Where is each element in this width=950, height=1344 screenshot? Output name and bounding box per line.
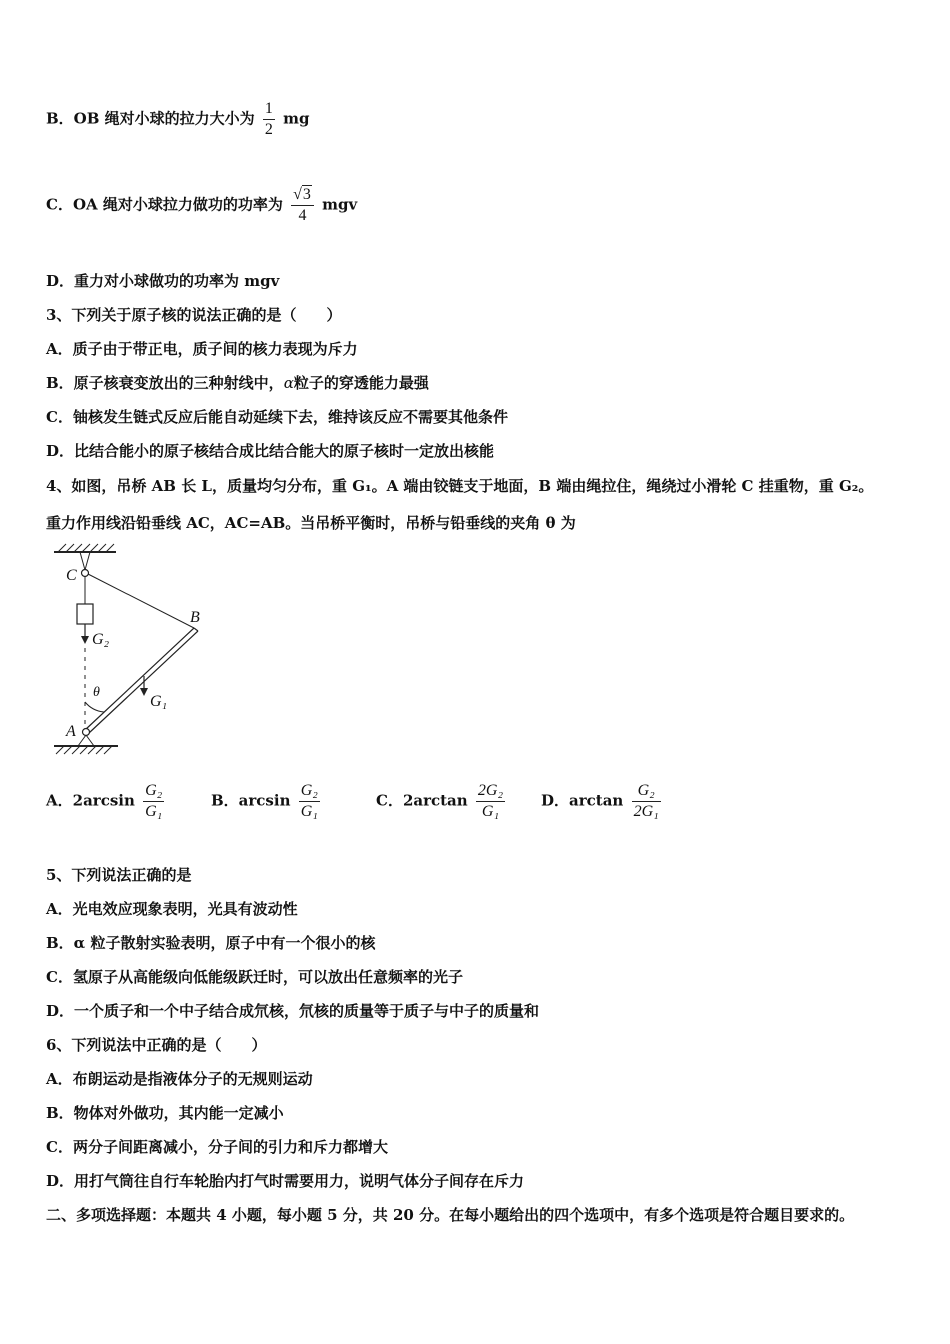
label-b: B (190, 609, 200, 626)
q5-stem: 5、下列说法正确的是 (46, 866, 192, 884)
q4-option-d: D．arctan $\frac{\text{G₂}}{\text{2G₁}}$ (541, 782, 659, 820)
q3-option-d: D．比结合能小的原子核结合成比结合能大的原子核时一定放出核能 (46, 442, 495, 460)
q5-option-a: A．光电效应现象表明，光具有波动性 (46, 900, 298, 918)
q4-option-b: B．arcsin $\frac{\text{G₂}}{\text{G₁}}$ (211, 782, 318, 820)
q3-option-a: A．质子由于带正电，质子间的核力表现为斥力 (46, 340, 358, 358)
theta-arc (85, 702, 104, 712)
drawbridge-diagram (46, 540, 226, 762)
q3-option-b: B．原子核衰变放出的三种射线中，α粒子的穿透能力最强 (46, 374, 429, 392)
q3-option-c: C．铀核发生链式反应后能自动延续下去，维持该反应不需要其他条件 (46, 408, 508, 426)
q4-stem-line1: 4、如图，吊桥 AB 长 L，质量均匀分布，重 G₁。A 端由铰链支于地面，B 端由绳拉住，绳绕过小滑轮 C 挂重物，重 G₂。 (46, 477, 874, 495)
ground-hatch (56, 746, 112, 754)
section2-heading: 二、多项选择题：本题共 4 小题，每小题 5 分，共 20 分。在每小题给出的四个选项中，有多个选项是符合题目要求的。 (46, 1206, 855, 1224)
q2-option-d: D．重力对小球做功的功率为 mgv (46, 272, 280, 290)
label-theta: θ (93, 685, 100, 700)
q5-option-c: C．氢原子从高能级向低能级跃迁时，可以放出任意频率的光子 (46, 968, 463, 986)
q5-option-b: B．α 粒子散射实验表明，原子中有一个很小的核 (46, 934, 376, 952)
pulley-c (82, 570, 89, 577)
q4-stem-line2: 重力作用线沿铅垂线 AC，AC=AB。当吊桥平衡时，吊桥与铅垂线的夹角 θ 为 (46, 514, 576, 532)
q6-option-d: D．用打气筒往自行车轮胎内打气时需要用力，说明气体分子间存在斥力 (46, 1172, 525, 1190)
q4-option-c: C．2arctan $\frac{\text{2G₂}}{\text{G₁}}$ (376, 782, 504, 820)
hinge-a (83, 729, 90, 736)
alpha-symbol: α (283, 374, 294, 392)
q3-stem: 3、下列关于原子核的说法正确的是（ ） (46, 306, 342, 324)
sqrt-symbol: √3 (293, 186, 311, 203)
label-g2: G₂ (92, 631, 110, 648)
fraction-half: $\frac{1}{2}$ (264, 100, 273, 138)
q2-option-c: C．OA 绳对小球拉力做功的功率为 $\frac{√3}{4}$ mgv (46, 186, 358, 224)
arrow-g2 (81, 636, 89, 644)
q2-option-b: B．OB 绳对小球的拉力大小为 $\frac{1}{2}$ mg (46, 100, 310, 138)
q6-option-c: C．两分子间距离减小，分子间的引力和斥力都增大 (46, 1138, 388, 1156)
q6-option-b: B．物体对外做功，其内能一定减小 (46, 1104, 284, 1122)
label-a: A (66, 723, 76, 740)
q6-option-a: A．布朗运动是指液体分子的无规则运动 (46, 1070, 313, 1088)
label-g1: G₁ (150, 693, 168, 710)
fraction-sqrt3-over-4: $\frac{√3}{4}$ (291, 186, 314, 225)
q5-option-d: D．一个质子和一个中子结合成氘核，氘核的质量等于质子与中子的质量和 (46, 1002, 540, 1020)
arrow-g1 (140, 688, 148, 696)
ceiling-hatch (58, 544, 114, 552)
label-c: C (66, 567, 77, 584)
q6-stem: 6、下列说法中正确的是（ ） (46, 1036, 267, 1054)
weight-box (77, 604, 93, 624)
rope-cb (88, 574, 194, 628)
q4-option-a: A．2arcsin $\frac{\text{G₂}}{\text{G₁}}$ (46, 782, 163, 820)
